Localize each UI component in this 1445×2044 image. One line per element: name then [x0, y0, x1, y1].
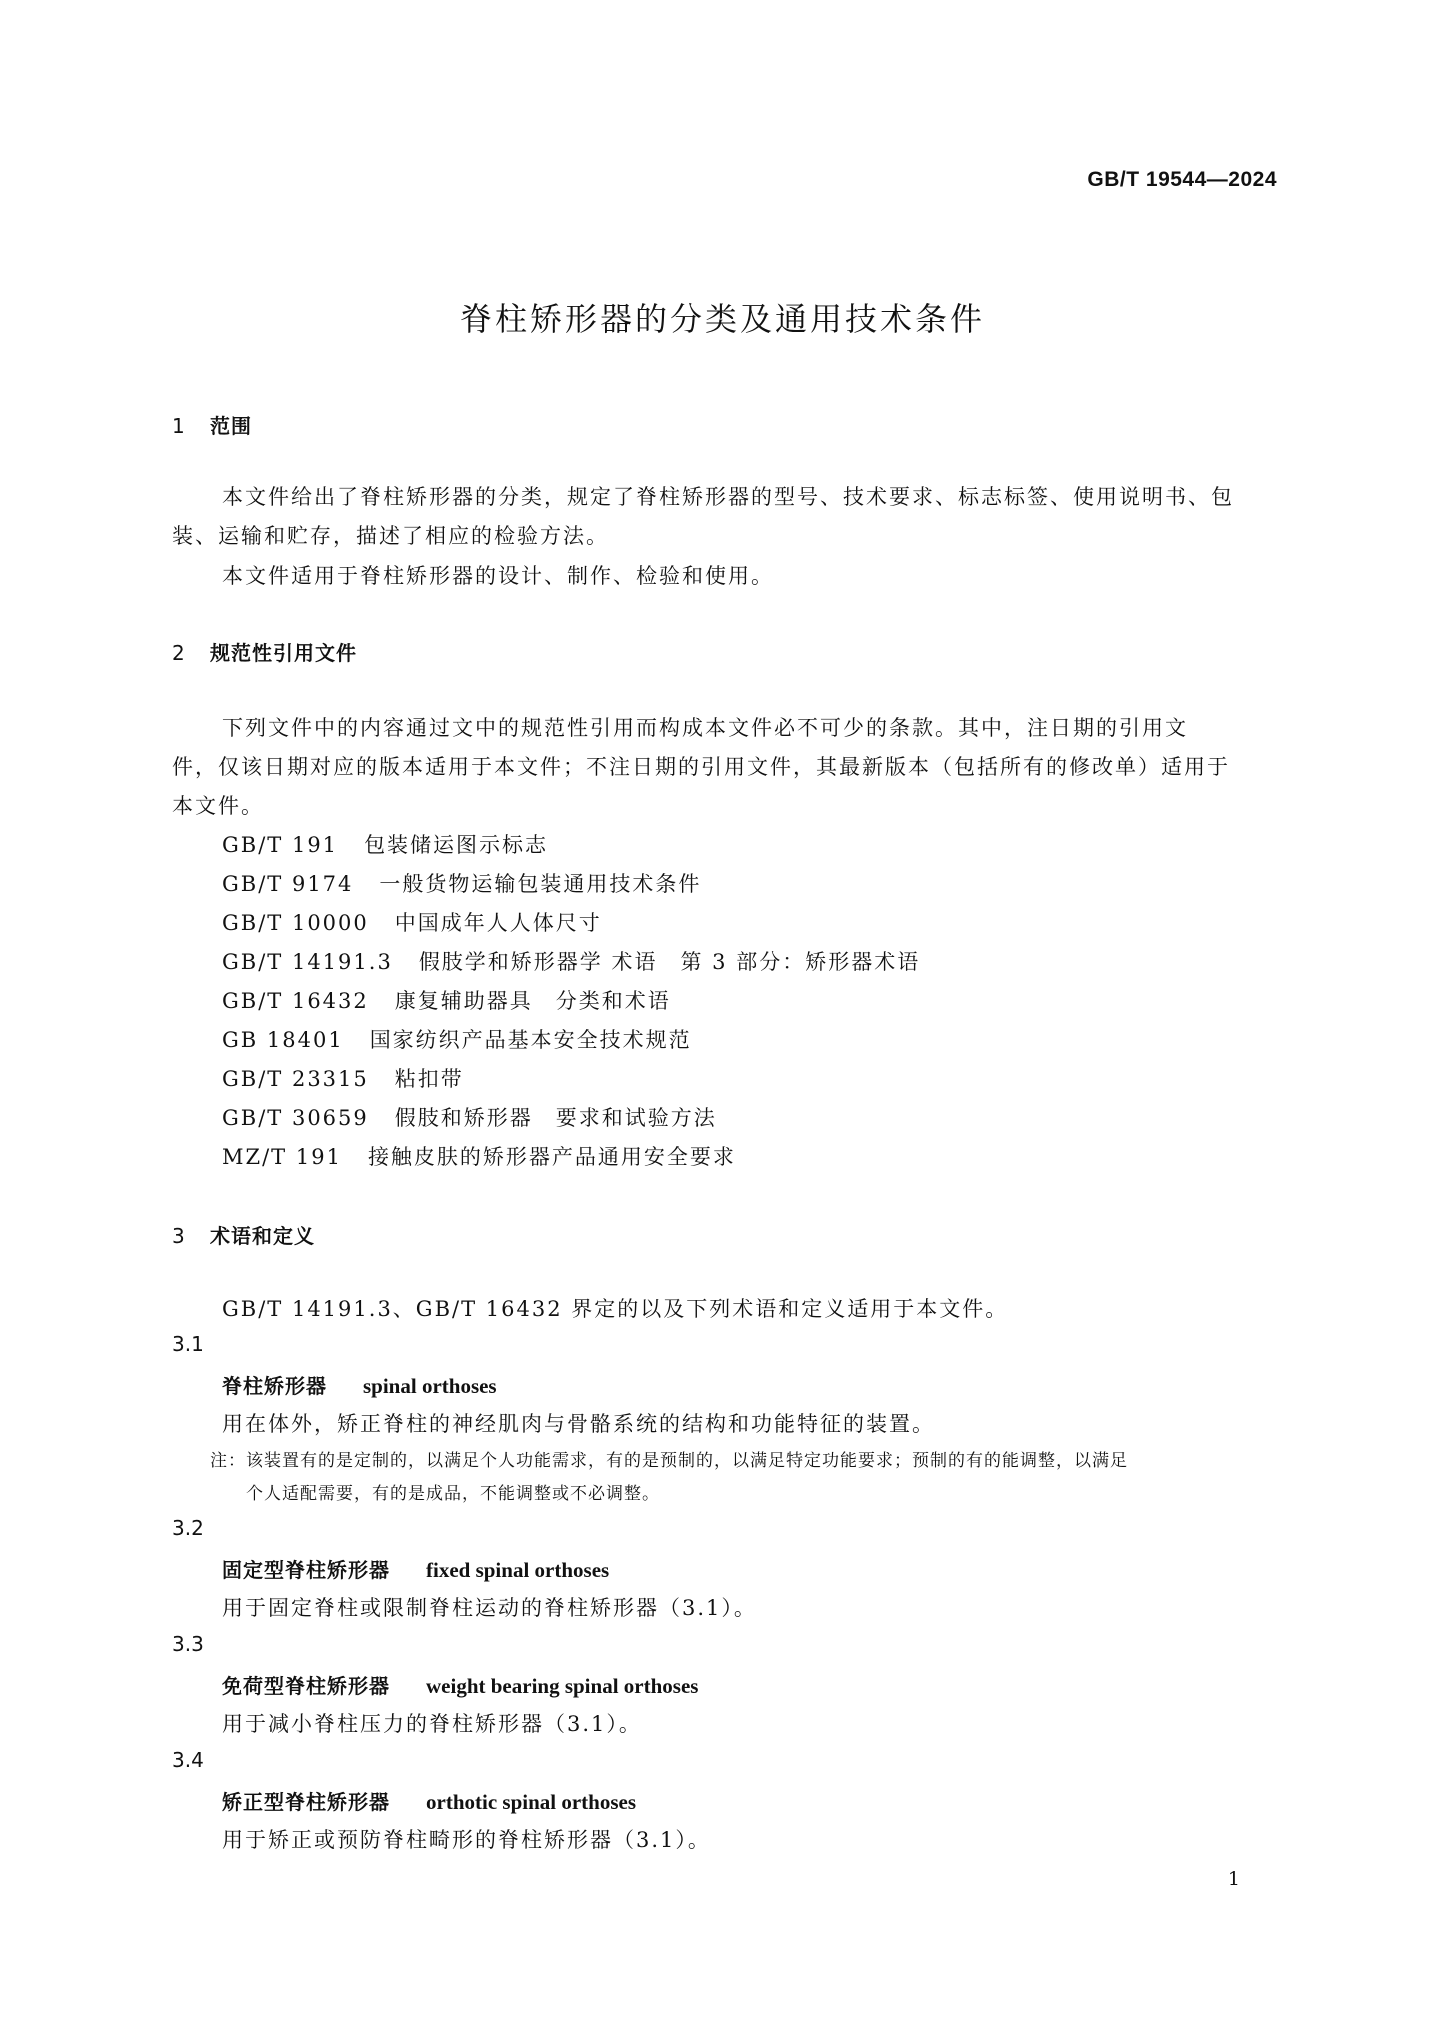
term-definition: 用于矫正或预防脊柱畸形的脊柱矫形器（3.1）。: [222, 1828, 711, 1852]
references-intro-line: 件，仅该日期对应的版本适用于本文件；不注日期的引用文件，其最新版本（包括所有的修改单）适用于: [172, 755, 1230, 779]
term-en: fixed spinal orthoses: [426, 1558, 610, 1582]
reference-item: [222, 829, 548, 859]
reference-title: 国家纺织产品基本安全技术规范: [369, 1028, 692, 1052]
reference-code: MZ/T 191: [222, 1145, 342, 1169]
standard-code: GB/T 19544—2024: [1087, 168, 1277, 191]
reference-title: 假肢学和矫形器学 术语 第 3 部分：矫形器术语: [418, 950, 921, 974]
scope-paragraph: 本文件适用于脊柱矫形器的设计、制作、检验和使用。: [222, 564, 774, 588]
reference-code: GB/T 16432: [222, 989, 369, 1013]
term-zh: 脊柱矫形器: [222, 1374, 327, 1398]
term-entry: [222, 1786, 636, 1815]
term-zh: 矫正型脊柱矫形器: [222, 1790, 390, 1814]
reference-item: [222, 868, 701, 898]
term-definition: 用于减小脊柱压力的脊柱矫形器（3.1）。: [222, 1712, 642, 1736]
reference-code: GB/T 191: [222, 833, 339, 857]
term-entry: [222, 1554, 609, 1583]
terms-intro: GB/T 14191.3、GB/T 16432 界定的以及下列术语和定义适用于本文件。: [222, 1297, 1009, 1321]
term-note-line: 个人适配需要，有的是成品，不能调整或不必调整。: [246, 1484, 660, 1504]
reference-code: GB/T 23315: [222, 1067, 369, 1091]
reference-item: [222, 1063, 464, 1093]
section-heading-terms-definitions: [172, 1220, 315, 1249]
term-number: 3.3: [172, 1632, 204, 1656]
section-number: 3: [172, 1224, 186, 1248]
term-en: orthotic spinal orthoses: [426, 1790, 636, 1814]
reference-title: 康复辅助器具 分类和术语: [394, 989, 671, 1013]
page-number: 1: [1227, 1868, 1240, 1890]
section-heading-scope: [172, 410, 252, 439]
references-intro-line: 本文件。: [172, 794, 264, 818]
section-title: 范围: [210, 414, 252, 438]
term-zh: 免荷型脊柱矫形器: [222, 1674, 390, 1698]
term-entry: [222, 1670, 698, 1699]
reference-item: [222, 1141, 736, 1171]
section-title: 规范性引用文件: [210, 641, 357, 665]
reference-title: 假肢和矫形器 要求和试验方法: [394, 1106, 717, 1130]
reference-title: 包装储运图示标志: [364, 833, 549, 857]
term-zh: 固定型脊柱矫形器: [222, 1558, 390, 1582]
reference-title: 一般货物运输包装通用技术条件: [379, 872, 702, 896]
section-number: 2: [172, 641, 186, 665]
reference-item: [222, 1024, 692, 1054]
term-en: spinal orthoses: [363, 1374, 497, 1398]
reference-title: 中国成年人人体尺寸: [394, 911, 602, 935]
term-note-line: 注：该装置有的是定制的，以满足个人功能需求，有的是预制的，以满足特定功能要求；预制的有的能调整，以满足: [210, 1451, 1128, 1471]
term-number: 3.1: [172, 1332, 204, 1356]
section-number: 1: [172, 414, 186, 438]
reference-title: 接触皮肤的矫形器产品通用安全要求: [367, 1145, 736, 1169]
term-definition: 用于固定脊柱或限制脊柱运动的脊柱矫形器（3.1）。: [222, 1596, 757, 1620]
term-entry: [222, 1370, 497, 1399]
reference-item: [222, 1102, 717, 1132]
reference-item: [222, 985, 671, 1015]
reference-title: 粘扣带: [394, 1067, 464, 1091]
references-intro-line: 下列文件中的内容通过文中的规范性引用而构成本文件必不可少的条款。其中，注日期的引用文: [222, 716, 1188, 740]
section-heading-normative-references: [172, 637, 357, 666]
scope-paragraph-line: 装、运输和贮存，描述了相应的检验方法。: [172, 524, 609, 548]
reference-code: GB/T 9174: [222, 872, 354, 896]
term-en: weight bearing spinal orthoses: [426, 1674, 699, 1698]
reference-code: GB/T 14191.3: [222, 950, 393, 974]
term-definition: 用在体外，矫正脊柱的神经肌肉与骨骼系统的结构和功能特征的装置。: [222, 1412, 935, 1436]
reference-code: GB 18401: [222, 1028, 344, 1052]
document-title: 脊柱矫形器的分类及通用技术条件: [459, 300, 985, 338]
term-number: 3.4: [172, 1748, 204, 1772]
scope-paragraph-line: 本文件给出了脊柱矫形器的分类，规定了脊柱矫形器的型号、技术要求、标志标签、使用说明书、包: [222, 485, 1234, 509]
reference-code: GB/T 10000: [222, 911, 369, 935]
reference-code: GB/T 30659: [222, 1106, 369, 1130]
reference-item: [222, 907, 602, 937]
term-number: 3.2: [172, 1516, 204, 1540]
section-title: 术语和定义: [210, 1224, 315, 1248]
reference-item: [222, 946, 920, 976]
